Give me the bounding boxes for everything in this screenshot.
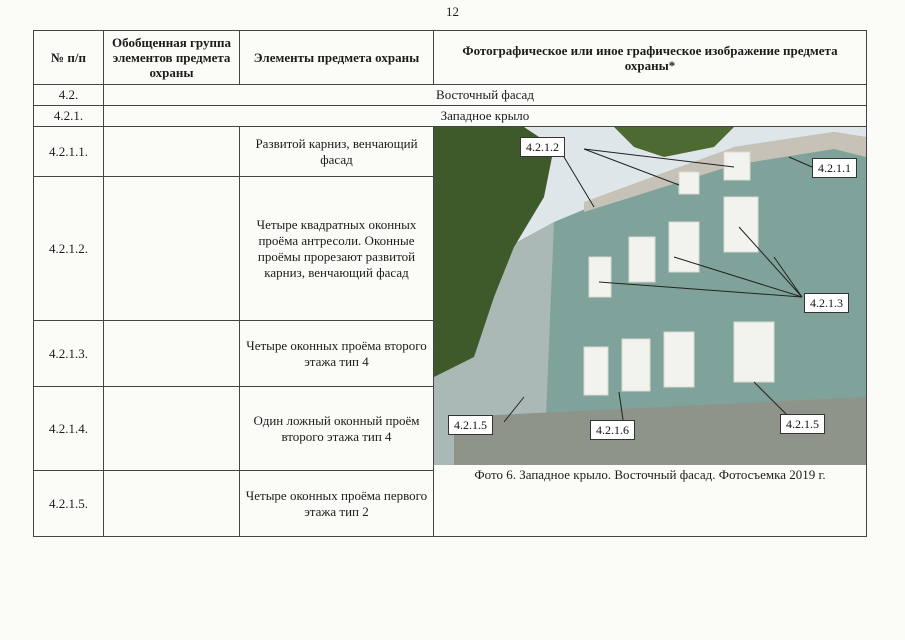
photo-label: 4.2.1.3 [804, 293, 849, 313]
page-number: 12 [446, 4, 459, 19]
section-num: 4.2. [34, 85, 104, 106]
row-group [104, 321, 240, 387]
photo-cell [434, 127, 867, 537]
photo-label: 4.2.1.1 [812, 158, 857, 178]
row-element: Четыре оконных проёма первого этажа тип 2 [240, 471, 434, 537]
row-element: Один ложный оконный проём второго этажа тип 4 [240, 387, 434, 471]
row-element: Четыре оконных проёма второго этажа тип 4 [240, 321, 434, 387]
row-num: 4.2.1.3. [34, 321, 104, 387]
row-group [104, 387, 240, 471]
row-num: 4.2.1.4. [34, 387, 104, 471]
row-group [104, 177, 240, 321]
photo-label: 4.2.1.5 [448, 415, 493, 435]
row-group [104, 127, 240, 177]
header-row [34, 31, 867, 85]
header-group: Обобщенная группа элементов предмета охраны [104, 31, 240, 85]
section-row-facade [34, 85, 867, 106]
header-image: Фотографическое или иное графическое изображение предмета охраны* [434, 31, 867, 85]
section-title: Западное крыло [104, 106, 867, 127]
row-num: 4.2.1.2. [34, 177, 104, 321]
row-num: 4.2.1.5. [34, 471, 104, 537]
header-elements: Элементы предмета охраны [240, 31, 434, 85]
protection-table [33, 30, 867, 537]
header-num: № п/п [34, 31, 104, 85]
photo-label: 4.2.1.5 [780, 414, 825, 434]
section-title: Восточный фасад [104, 85, 867, 106]
row-element: Развитой карниз, венчающий фасад [240, 127, 434, 177]
photo-container [434, 127, 866, 482]
photo-label: 4.2.1.6 [590, 420, 635, 440]
photo-caption: Фото 6. Западное крыло. Восточный фасад. Фотосъемка 2019 г. [474, 467, 826, 482]
table-row [34, 127, 867, 177]
row-element: Четыре квадратных оконных проёма антресоли. Оконные проёмы прорезают развитой карниз, венчающий фасад [240, 177, 434, 321]
section-num: 4.2.1. [34, 106, 104, 127]
row-group [104, 471, 240, 537]
section-row-wing [34, 106, 867, 127]
row-num: 4.2.1.1. [34, 127, 104, 177]
photo-label: 4.2.1.2 [520, 137, 565, 157]
